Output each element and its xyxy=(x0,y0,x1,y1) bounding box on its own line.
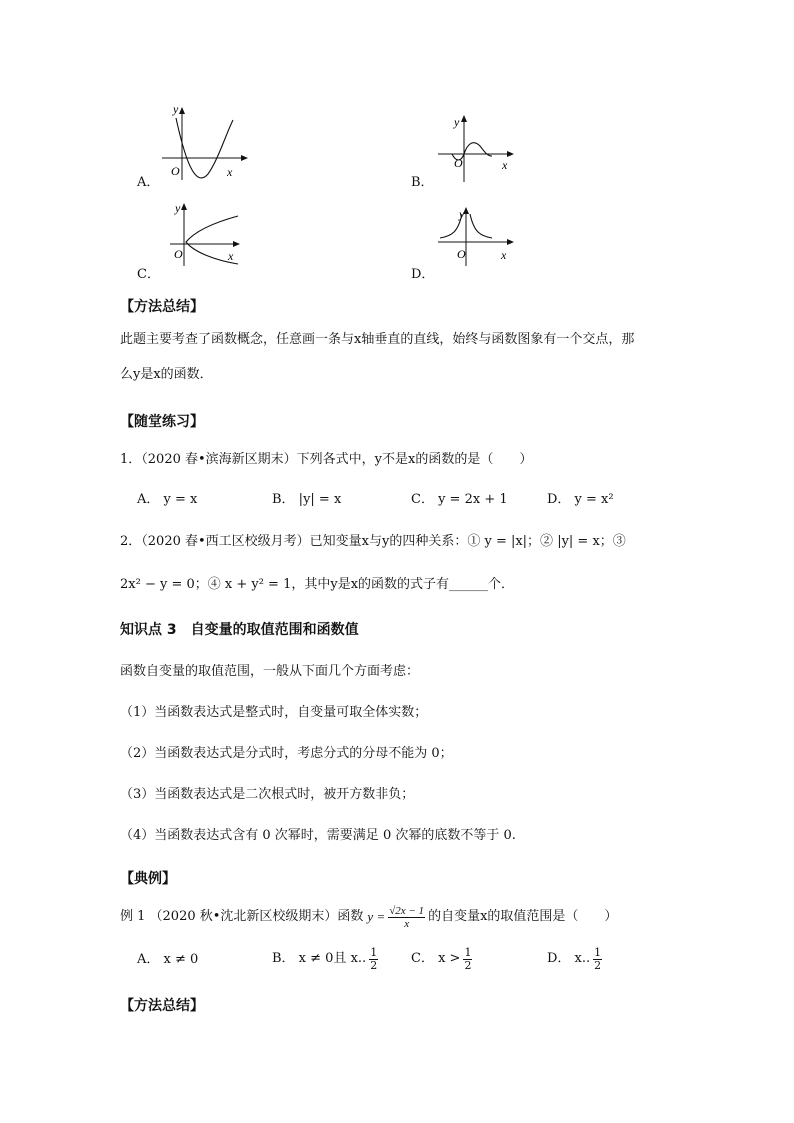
graph-d-reciprocal-square xyxy=(434,204,520,270)
example-option-c-fraction xyxy=(463,947,472,972)
example-option-d-num: 1 xyxy=(594,945,602,959)
example-option-b-text: B． x ≠ 0且 x.. xyxy=(272,951,367,966)
method-summary-2-heading: 【方法总结】 xyxy=(120,998,204,1014)
knowledge-point-item-2: （2）当函数表达式是分式时，考虑分式的分母不能为 0； xyxy=(120,746,453,761)
knowledge-point-item-1: （1）当函数表达式是整式时，自变量可取全体实数； xyxy=(120,705,428,720)
graph-b-origin: O xyxy=(454,156,463,170)
practice-q1-option-d: D． y = x² xyxy=(547,492,614,507)
graph-c-y-label: y xyxy=(175,201,181,215)
option-c-label: C． xyxy=(137,267,160,282)
example-option-d-text: D． x.. xyxy=(547,951,591,966)
graph-b-y-label: y xyxy=(454,115,460,129)
example-option-c-text: C． x > xyxy=(411,951,461,966)
practice-q1-option-a: A． y = x xyxy=(137,492,198,507)
graph-a-curve xyxy=(176,118,233,178)
graph-a-y-label: y xyxy=(173,104,179,116)
graph-d-x-label: x xyxy=(501,248,507,262)
example-fn-denominator: x xyxy=(404,917,410,930)
graph-b-sine xyxy=(434,112,520,184)
graph-a-origin: O xyxy=(171,164,180,178)
example-stem-suffix: 的自变量x的取值范围是（ ） xyxy=(428,909,618,924)
method-summary-line-2: 么y是x的函数． xyxy=(120,367,213,382)
graph-b-x-label: x xyxy=(502,158,508,172)
knowledge-point-item-4: （4）当函数表达式含有 0 次幂时，需要满足 0 次幂的底数不等于 0. xyxy=(120,828,516,843)
example-option-b-fraction xyxy=(369,947,378,972)
example-option-d-fraction xyxy=(593,947,602,972)
practice-q1-option-c: C． y = 2x + 1 xyxy=(411,492,508,507)
graph-d-curve-right xyxy=(470,214,492,238)
graph-d-origin: O xyxy=(457,247,466,261)
graph-c-sideways-parabola xyxy=(166,200,246,270)
knowledge-point-intro: 函数自变量的取值范围，一般从下面几个方面考虑： xyxy=(120,664,420,679)
practice-q1-stem: 1．（2020 春•滨海新区期末）下列各式中，y不是x的函数的是（ ） xyxy=(120,452,533,467)
method-summary-heading: 【方法总结】 xyxy=(120,299,204,315)
practice-q2-line-2: 2x² − y = 0；④ x + y² = 1，其中y是x的函数的式子有______个． xyxy=(120,577,515,592)
example-option-c-num: 1 xyxy=(464,945,472,959)
knowledge-point-heading: 知识点 3 自变量的取值范围和函数值 xyxy=(120,622,359,638)
option-d-label: D． xyxy=(411,267,435,282)
knowledge-point-item-3: （3）当函数表达式是二次根式时，被开方数非负； xyxy=(120,787,415,802)
example-fn-numerator: √2x − 1 xyxy=(389,904,425,917)
graph-c-x-label: x xyxy=(228,249,234,263)
practice-heading: 【随堂练习】 xyxy=(120,414,204,430)
graph-c-origin: O xyxy=(174,247,183,261)
example-heading: 【典例】 xyxy=(120,871,176,887)
practice-q2-line-1: 2．（2020 春•西工区校级月考）已知变量x与y的四种关系：① y = |x|；② |y| = x；③ xyxy=(120,534,626,549)
example-stem-prefix: 例 1 （2020 秋•沈北新区校级期末）函数 xyxy=(120,909,364,924)
example-fn-fraction xyxy=(388,905,425,930)
example-option-b xyxy=(272,942,378,976)
example-fn-lhs: y = xyxy=(367,909,386,924)
example-option-c xyxy=(411,942,472,976)
example-option-d-den: 2 xyxy=(594,958,602,972)
practice-q1-option-b: B． |y| = x xyxy=(272,492,342,507)
option-b-label: B． xyxy=(411,175,434,190)
method-summary-line-1: 此题主要考查了函数概念，任意画一条与x轴垂直的直线，始终与函数图象有一个交点，那 xyxy=(120,332,635,347)
graph-a-x-label: x xyxy=(227,165,233,179)
example-option-c-den: 2 xyxy=(464,958,472,972)
graph-a-parabola xyxy=(160,104,250,184)
example-option-b-num: 1 xyxy=(370,945,378,959)
graph-d-y-label: y xyxy=(459,207,465,221)
option-a-label: A． xyxy=(137,175,160,190)
example-option-b-den: 2 xyxy=(370,958,378,972)
example-stem xyxy=(120,900,617,934)
example-option-a: A． x ≠ 0 xyxy=(137,952,199,967)
example-option-d xyxy=(547,942,602,976)
